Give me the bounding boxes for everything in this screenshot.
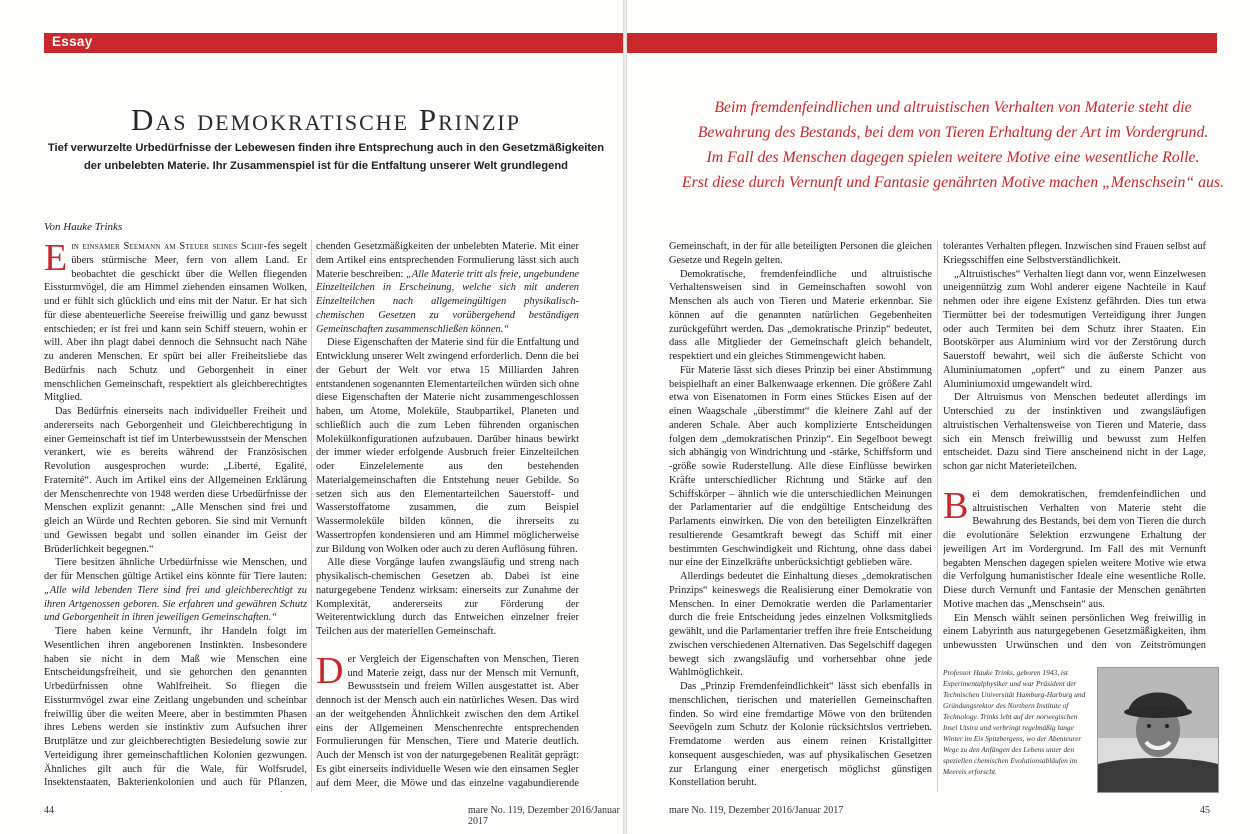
paragraph	[316, 649, 579, 792]
rubric-bar	[627, 33, 1217, 53]
paragraph	[316, 240, 579, 336]
paragraph: Ein Mensch wählt seinen persönlichen Weg freiwillig in einem Labyrinth aus naturgegebenen Gesetzmäßigkeiten, ihm unbewussten Urwünschen und den von Zeitströmungen	[943, 612, 1206, 650]
paragraph: Das Bedürfnis einerseits nach individueller Freiheit und andererseits nach Geborgenheit und Gleichberechtigung in einer Gemeinschaft ist tief im Unterbewusstsein der Menschen verankert, wie es bereits während der Französischen Revolution ausgesprochen wurde: „Liberté, Egalité, Fraternité“. Auch im Artikel eins der Allgemeinen Erklärung der Menschenrechte von 1948 werden diese Urbedürfnisse der Menschen explizit genannt: „Alle Menschen sind frei und gleich an Würde und Rechten geboren. Sie sind mit Vernunft und Gewissen begabt und sollen einander im Geist der Brüderlichkeit begegnen.“	[44, 406, 307, 555]
paragraph: Gemeinschaft, in der für alle beteiligten Personen die gleichen Gesetze und Regeln gelten.	[669, 241, 932, 266]
paragraph: tolerantes Verhalten pflegen. Inzwischen sind Frauen selbst auf Kriegsschiffen eine Selbstverständlichkeit.	[943, 241, 1206, 266]
paragraph-text: Tiere besitzen ähnliche Urbedürfnisse wie Menschen, und der für Menschen gültige Artikel eins könnte für Tiere lauten:	[44, 557, 307, 582]
pull-quote-line: Bewahrung des Bestands, bei dem von Tieren Erhaltung der Art im Vordergrund.	[697, 124, 1209, 141]
article-title: Das demokratische Prinzip	[131, 102, 521, 137]
paragraph: Das „Prinzip Fremdenfeindlichkeit“ lässt sich ebenfalls in menschlichen, tierischen und materiellen Gemeinschaften finden. So wird eine fremdartige Möwe von den brütenden Seevögeln zum Schutz der Kolonie rücksichtslos vertrieben. Fremdatome werden aus einem reinen Kristallgitter konsequent ausgeschieden, was auf physikalischen Gesetzen zur Erlangung einer energetisch möglichst günstigen Konstellation beruht.	[669, 681, 932, 789]
rubric-label: Essay	[52, 34, 93, 49]
issue-line: mare No. 119, Dezember 2016/Januar 2017	[669, 805, 844, 816]
paragraph-text: ei dem demokratischen, fremdenfeindlichen und altruistischen Verhalten von Materie steht die Bewahrung des Bestands, bei dem von Tieren die durch die evolutionäre Selektion erzwungene Erhaltung der jeweiligen Art im Vordergrund. Im Fall des mit Vernunft begabten Menschen dagegen spielen weitere Motive wie etwa die Verfolgung humanistischer Ideale eine wesentliche Rolle. Diese durch Vernunft und Fantasie der Menschen genährten Motive machen das „Menschsein“ aus.	[943, 488, 1206, 610]
quote-text: „Alle Materie tritt als freie, ungebundene Einzelteilchen in Erscheinung, welche sich mit anderen Einzelteilchen nach allgemeingültigen physikalisch-chemischen Gesetzen zu vorübergehend beständigen Gemeinschaften zusammenschließen können.“	[316, 268, 579, 335]
paragraph-text: chenden Gesetzmäßigkeiten der unbelebten Materie. Mit einer dem Artikel eins entsprechenden Formulierung lässt sich auch Materie beschreiben:	[316, 241, 579, 280]
drop-cap: E	[44, 240, 68, 279]
subtitle-line: der unbelebten Materie. Ihr Zusammenspiel ist für die Entfaltung unserer Welt grundlegend	[83, 160, 569, 172]
author-bio: Professor Hauke Trinks, geboren 1943, ist Experimentalphysiker und war Präsident der Technischen Universität Hamburg-Harburg und Gründungsrektor des Northern Institute of Technology. Trinks lebt auf der norwegischen Insel Utsira und verbringt regelmäßig lange Winter im Eis Spitzbergens, wo der Abenteurer Wege zu den Anfängen des Lebens unter den speziellen chemischen Evolutionsabläufen im Meereis erforscht.	[943, 668, 1086, 776]
text-column-1	[44, 240, 307, 792]
column-rule	[937, 240, 938, 792]
paragraph	[44, 556, 307, 625]
rubric-bar	[44, 33, 623, 53]
page-number: 44	[44, 805, 54, 816]
text-column-4	[943, 240, 1206, 650]
lead-in: in einsamer Seemann am Steuer seines Schif-	[71, 241, 268, 252]
right-page	[627, 0, 1250, 834]
pull-quote-line: Im Fall des Menschen dagegen spielen weitere Motive eine wesentliche Rolle.	[706, 149, 1200, 166]
paragraph	[943, 484, 1206, 612]
pull-quote-line: Beim fremdenfeindlichen und altruistischen Verhalten von Materie steht die	[714, 99, 1192, 116]
paragraph: Tiere haben keine Vernunft, ihr Handeln folgt im Wesentlichen ihren angeborenen Instinkten. Insbesondere haben sie nicht in dem Maß wie Menschen eine Entscheidungsfreiheit, und sie gehorchen den genannten Urbedürfnissen ohne Wahlfreiheit. So fliegen die Eissturmvögel zwar eine Zeitlang ungebunden und scheinbar freiwillig über die weiten Meere, aber in bestimmten Phasen ihres Lebens werden sie instinktiv zum Aufsuchen ihrer Brutplätze und zur gleichberechtigten Besiedelung sowie zur Verteidigung ihrer gemeinschaftlichen Kolonien gezwungen. Ähnliches gilt auch für die Wale, für Wolfsrudel, Insektenstaaten, Bakterienkolonien und auch für Pflanzen,	[44, 626, 307, 789]
paragraph-text: er Vergleich der Eigenschaften von Menschen, Tieren und Materie zeigt, dass nur der Mensch mit Vernunft, Bewusstsein und freiem Willen ausgestattet ist. Aber dennoch ist der Mensch auch ein natürliches Wesen. Das wird an der weitgehenden Ähnlichkeit zwischen den dem Artikel eins der Allgemeinen Menschenrechte entsprechenden Formulierungen für Menschen, Tiere und Materie deutlich. Auch der Mensch ist von der naturgegebenen Realität geprägt: Es gibt einerseits individuelle Wesen wie den einsamen Segler auf dem Meer, die Möwe und das einzelne vagabundierende	[316, 653, 579, 789]
paragraph: „Altruistisches“ Verhalten liegt dann vor, wenn Einzelwesen uneigennützig zum Wohl anderer eigene Nachteile in Kauf nehmen oder ihre eigene Existenz gefährden. Dies tun etwa Tiermütter bei der todesmutigen Verteidigung ihrer Jungen oder auch Termiten bei dem Schutz ihrer Staaten. Ein Bootskörper aus Aluminium wird vor der Zerstörung durch Sauerstoff bewahrt, weil sich die äußerste Schicht von Aluminiumatomen „opfert“ und zu einem Panzer aus Aluminiumoxid umgewandelt wird.	[943, 268, 1206, 390]
paragraph	[44, 240, 307, 405]
article-subtitle	[44, 139, 608, 175]
author-byline: Von Hauke Trinks	[44, 221, 123, 233]
pull-quote	[679, 95, 1227, 195]
paragraph: Diese Eigenschaften der Materie sind für die Entfaltung und Entwicklung unserer Welt zwingend erforderlich. Denn die bei der Geburt der Welt vor etwa 15 Milliarden Jahren entstandenen sogenannten Elementarteilchen würden sich ohne diese Eigenschaften der Materie nicht zusammengeschlossen haben, um Atome, Moleküle, Staubpartikel, Planeten und schließlich auch die zum Leben führenden organischen Molekülkonfigurationen aufzubauen. Darüber hinaus bewirkt der immer wieder erfolgende Ausbruch freier Einzelteilchen oder Einzelelemente aus den bestehenden Materialgemeinschaften die Entstehung neuer Gebilde. So setzen sich aus den Elementarteilchen Sauerstoff- und Wasserstoffatome zusammen, die zum Beispiel Wassermoleküle bilden können, die ihrerseits zu Wassertropfen kondensieren und am Himmel möglicherweise zur Bildung von Wolken oder auch zu deren Auflösung führen.	[316, 337, 579, 555]
left-page	[0, 0, 623, 834]
paragraph-text: fes segelt übers stürmische Meer, fern von allem Land. Er beobachtet die geschickt über die Wellen fliegenden Eissturmvögel, die am Himmel ziehenden einsamen Wolken, und er fühlt sich glücklich und eins mit der Natur. Er hat sich für diese abenteuerliche Seereise freiwillig und ganz bewusst entschieden; er ist frei und kann sein Schiff steuern, wohin er will. Aber ihn plagt dabei dennoch die Sehnsucht nach Nähe zu anderen Menschen. Er spürt bei aller Freiheitsliebe das Bedürfnis nach Schutz und Geborgenheit in einer menschlichen Gemeinschaft, respektiert als gleichberechtigtes Mitglied.	[44, 241, 307, 404]
paragraph: Der Altruismus von Menschen bedeutet allerdings im Unterschied zu der instinktiven und zwangsläufigen altruistischen Verhaltensweise von Tieren und Materie, dass sich ein Mensch freiwillig und bewusst zum Helfen entscheidet. Dazu sind Tiere anscheinend nicht in der Lage, schon gar nicht Materieteilchen.	[943, 392, 1206, 472]
drop-cap: D	[316, 649, 344, 692]
drop-cap: B	[943, 484, 969, 527]
paragraph: Allerdings bedeutet die Einhaltung dieses „demokratischen Prinzips“ keineswegs die Realisierung einer Demokratie von Menschen. In einer Demokratie werden die Parlamentarier durch die freie Entscheidung jedes einzelnen Volksmitglieds gewählt, und die Parlamentarier treffen ihre freie Entscheidung zwischen verschiedenen Alternativen. Das Segelschiff dagegen bewegt sich zwangsläufig und vorhersehbar ohne jede Wahlmöglichkeit.	[669, 571, 932, 679]
author-photo	[1097, 667, 1219, 793]
pull-quote-line: Erst diese durch Vernunft und Fantasie genährten Motive machen „Menschsein“ aus.	[681, 174, 1225, 191]
issue-line: mare No. 119, Dezember 2016/Januar 2017	[468, 805, 620, 827]
column-rule	[311, 240, 312, 792]
quote-text: „Alle wild lebenden Tiere sind frei und gleichberechtigt zu ihren Artgenossen geboren. Sie erfahren und gewähren Schutz und Geborgenheit in ihren jeweiligen Gemeinschaften.“	[44, 584, 307, 624]
text-column-3	[669, 240, 932, 792]
paragraph: Alle diese Vorgänge laufen zwangsläufig und streng nach physikalisch-chemischen Gesetzen ab. Dabei ist eine naturgegebene Tendenz wirksam: einerseits zur Zunahme der Komplexität, andererseits zur Förderung der Weiterentwicklung durch das Entweichen einzelner freier Teilchen aus der materiellen Gemeinschaft.	[316, 557, 579, 637]
page-number: 45	[1200, 805, 1210, 816]
paragraph: Für Materie lässt sich dieses Prinzip bei einer Abstimmung beispielhaft an einer Balkenwaage erkennen. Die größere Zahl etwa von Eisenatomen in Form eines Stückes Eisen auf der einen Waagschale „überstimmt“ die kleinere Zahl auf der anderen Schale. Aber auch komplizierte Entscheidungen folgen dem „demokratischen Prinzip“. Ein Segelboot bewegt sich abhängig von Windrichtung und -stärke, Schiffsform und -größe sowie Ruderstellung. Alle diese Einflüsse bewirken Kräfte unterschiedlicher Richtung und Stärke auf den Schiffskörper – ähnlich wie die unterschiedlichen Meinungen der Parlamentarier auf die endgültige Entscheidung des Parlaments einwirken. Die von den beteiligten Einzelkräften resultierende Gesamtkraft bewegt das Schiff mit einer bestimmten Geschwindigkeit und Richtung, ohne dass dabei nur eine der Einzelkräfte unberücksichtigt geblieben wäre.	[669, 364, 932, 569]
portrait-image	[1098, 668, 1218, 792]
text-column-2	[316, 240, 579, 792]
paragraph: Demokratische, fremdenfeindliche und altruistische Verhaltensweisen sind in Gemeinschaften sowohl von Menschen als auch von Tieren und Materie erkennbar. Sie können auf die genannten natürlichen Gegebenheiten zurückgeführt werden. Das „demokratische Prinzip“ bedeutet, dass alle Mitglieder der Gemeinschaft gleich behandelt, respektiert und ein gleiches Stimmengewicht haben.	[669, 268, 932, 362]
subtitle-line: Tief verwurzelte Urbedürfnisse der Lebewesen finden ihre Entsprechung auch in den Gesetzmäßigkeiten	[47, 142, 605, 154]
